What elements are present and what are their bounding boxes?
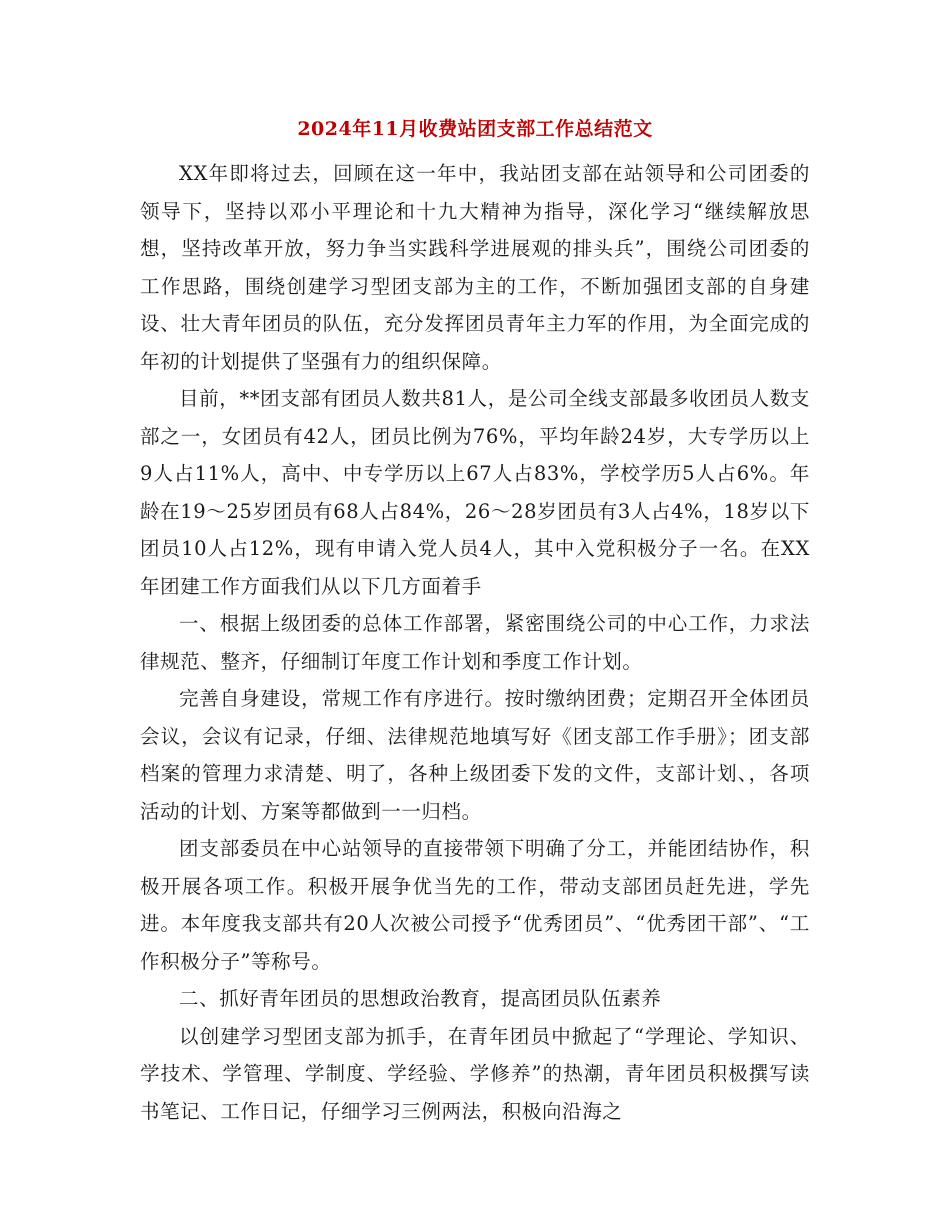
document-title: 2024年11月收费站团支部工作总结范文 bbox=[297, 118, 653, 140]
paragraph-learning: 以创建学习型团支部为抓手，在青年团员中掀起了“学理论、学知识、学技术、学管理、学制度、学经验、学修养”的热潮，青年团员积极撰写读书笔记、工作日记，仔细学习三例两法，积极向沿海之 bbox=[140, 1024, 810, 1123]
paragraph-committee: 团支部委员在中心站领导的直接带领下明确了分工，并能团结协作，积极开展各项工作。积极开展争优当先的工作，带动支部团员赶先进，学先进。本年度我支部共有20人次被公司授予“优秀团员”、“优秀团干部”、“工作积极分子”等称号。 bbox=[140, 837, 810, 973]
paragraph-statistics: 目前，**团支部有团员人数共81人，是公司全线支部最多收团员人数支部之一，女团员有42人，团员比例为76%，平均年龄24岁，大专学历以上9人占11%人，高中、中专学历以上67人占83%，学校学历5人占6%。年龄在19～25岁团员有68人占84%，26～28岁团员有3人占4%，18岁以下团员10人占12%，现有申请入党人员4人，其中入党积极分子一名。在XX年团建工作方面我们从以下几方面着手 bbox=[140, 387, 810, 598]
paragraph-section-two: 二、抓好青年团员的思想政治教育，提高团员队伍素养 bbox=[179, 987, 662, 1010]
paragraph-intro: XX年即将过去，回顾在这一年中，我站团支部在站领导和公司团委的领导下，坚持以邓小平理论和十九大精神为指导，深化学习“继续解放思想，坚持改革开放，努力争当实践科学进展观的排头兵”，围绕公司团委的工作思路，围绕创建学习型团支部为主的工作，不断加强团支部的自身建设、壮大青年团员的队伍，充分发挥团员青年主力军的作用，为全面完成的年初的计划提供了坚强有力的组织保障。 bbox=[140, 162, 810, 373]
paragraph-self-building: 完善自身建设，常规工作有序进行。按时缴纳团费；定期召开全体团员会议，会议有记录，仔细、法律规范地填写好《团支部工作手册》；团支部档案的管理力求清楚、明了，各种上级团委下发的文件，支部计划、，各项活动的计划、方案等都做到一一归档。 bbox=[140, 687, 810, 823]
paragraph-section-one: 一、根据上级团委的总体工作部署，紧密围绕公司的中心工作，力求法律规范、整齐，仔细制订年度工作计划和季度工作计划。 bbox=[140, 612, 810, 673]
